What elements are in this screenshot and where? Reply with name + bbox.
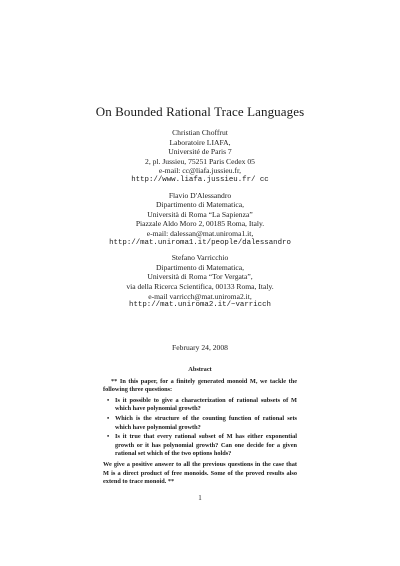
author-affiliation-line: Università di Roma “Tor Vergata”, xyxy=(147,272,253,282)
author-affiliation-line: Università di Roma “La Sapienza” xyxy=(147,209,253,219)
author-name: Stefano Varricchio xyxy=(171,253,229,263)
question-item: • Is it true that every rational subset of M has either exponential growth or it has polynomial growth? Can one decide for a given rational set which of the two options holds? xyxy=(115,433,297,459)
question-list xyxy=(103,397,297,459)
abstract-heading: Abstract xyxy=(188,366,212,373)
page-number: 1 xyxy=(198,494,202,502)
author-block-dalessandro xyxy=(0,191,400,249)
author-address-line: Piazzale Aldo Moro 2, 00185 Roma, Italy. xyxy=(135,219,265,229)
abstract-section xyxy=(103,366,297,487)
author-address-line: 2, pl. Jussieu, 75251 Paris Cedex 05 xyxy=(145,156,255,166)
author-affiliation-line: Dipartimento di Matematica, xyxy=(156,200,244,210)
author-email: e-mail: cc@liafa.jussieu.fr, xyxy=(158,166,242,176)
paper-date: February 24, 2008 xyxy=(172,343,228,352)
abstract-intro: ** In this paper, for a finitely generated monoid M, we tackle the following three questions: xyxy=(103,377,297,394)
author-url[interactable]: http://www.liafa.jussieu.fr/ cc xyxy=(131,175,269,184)
author-block-varricchio xyxy=(0,253,400,311)
author-name: Flavio D'Alessandro xyxy=(168,190,232,200)
question-item: • Which is the structure of the counting function of rational sets which have polynomial growth? xyxy=(115,415,297,432)
author-email: e-mail varricch@mat.uniroma2.it, xyxy=(148,291,252,301)
author-affiliation-line: Laboratoire LIAFA, xyxy=(169,137,231,147)
question-item: • Is it possible to give a characterization of rational subsets of M which have polynomial growth? xyxy=(115,397,297,414)
author-address-line: via della Ricerca Scientifica, 00133 Roma, Italy. xyxy=(126,281,274,291)
abstract-closing: We give a positive answer to all the previous questions in the case that M is a direct product of free monoids. Some of the proved results also extend to trace monoid. ** xyxy=(103,460,297,486)
author-url[interactable]: http://mat.uniroma1.it/people/dalessandro xyxy=(109,238,291,247)
author-email: e-mail: dalessan@mat.uniroma1.it, xyxy=(146,228,254,238)
author-block-choffrut xyxy=(0,128,400,186)
author-affiliation-line: Dipartimento di Matematica, xyxy=(156,262,244,272)
author-url[interactable]: http://mat.uniroma2.it/~varricch xyxy=(129,301,271,310)
author-name: Christian Choffrut xyxy=(172,128,228,137)
paper-title: On Bounded Rational Trace Languages xyxy=(95,104,305,119)
author-list xyxy=(0,128,400,316)
author-affiliation-line: Université de Paris 7 xyxy=(168,147,232,157)
